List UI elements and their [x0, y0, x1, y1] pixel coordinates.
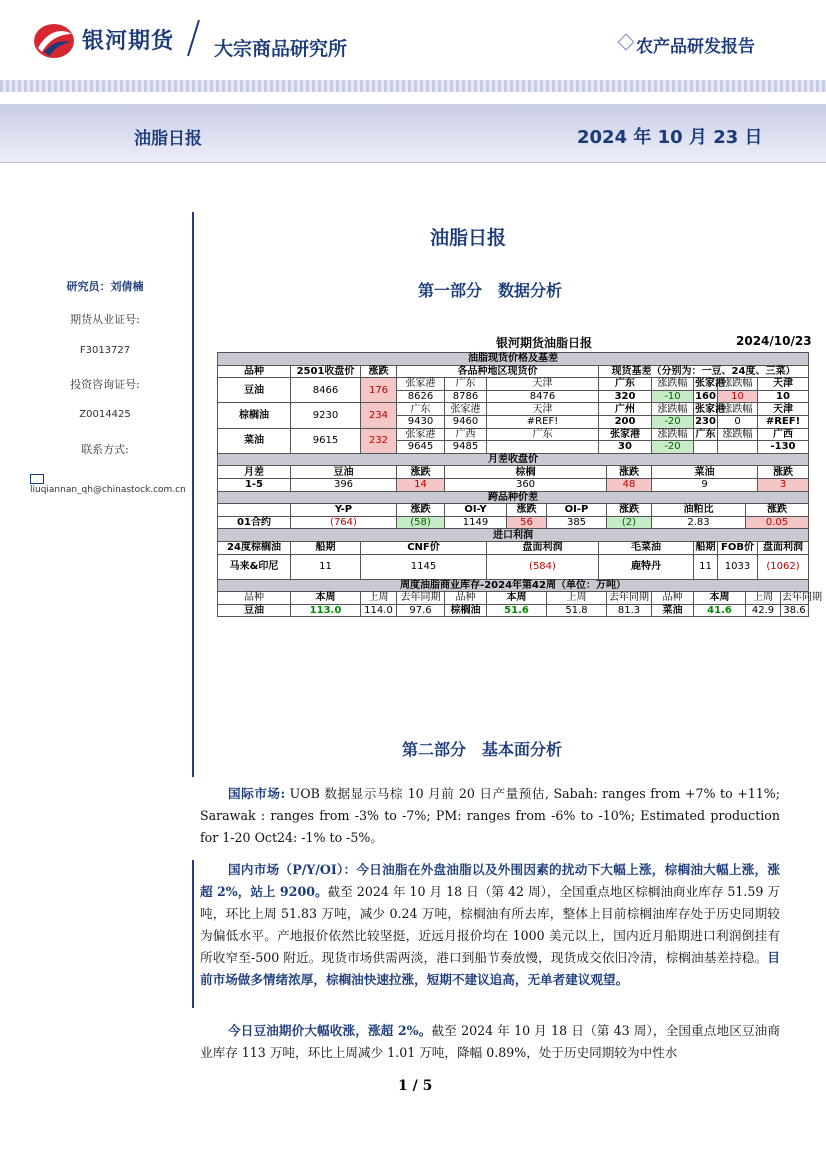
header-cell: FOB价: [718, 541, 758, 554]
import-profit: (584): [487, 554, 599, 579]
region-cell: 广东: [487, 428, 599, 441]
basis-value: [694, 441, 718, 454]
import-value: 1033: [718, 554, 758, 579]
price-cell: 8476: [487, 390, 599, 403]
email-contact[interactable]: [30, 474, 200, 495]
basis-cell: 涨跌幅: [718, 403, 758, 416]
header-stripe: [0, 80, 826, 92]
stock-variety: 棕榈油: [445, 604, 487, 617]
region-cell: 张家港: [397, 378, 445, 391]
page-number: [398, 1078, 432, 1094]
cross-value: 1149: [445, 516, 507, 529]
header-cell: 棕榈: [445, 466, 607, 479]
header-cell: 涨跌: [607, 504, 652, 517]
band-title: 油脂日报: [134, 129, 202, 149]
basis-value: -130: [758, 441, 809, 454]
header-row: [218, 541, 809, 554]
header-cell: Y-P: [291, 504, 397, 517]
stock-value: 81.3: [607, 604, 652, 617]
region-cell: 天津: [487, 378, 599, 391]
mail-icon: [30, 474, 44, 484]
section-title: 跨品种价差: [218, 491, 809, 504]
header-cell: 24度棕榈油: [218, 541, 291, 554]
import-origin: 鹿特丹: [599, 554, 694, 579]
header-cell: 油粕比: [652, 504, 746, 517]
document-title: 油脂日报: [430, 227, 507, 249]
header-cell: 菜油: [652, 466, 758, 479]
price-cell: 9460: [445, 415, 487, 428]
invest-license-label: 投资咨询证号:: [70, 378, 140, 391]
header-cell: 涨跌: [507, 504, 547, 517]
header-cell: 盘面利润: [487, 541, 599, 554]
basis-change: -10: [652, 390, 694, 403]
import-profit: (1062): [758, 554, 809, 579]
header-cell: 上周: [547, 592, 607, 605]
stock-variety: 豆油: [218, 604, 291, 617]
spread-value: 360: [445, 478, 607, 491]
spread-change: 3: [758, 478, 809, 491]
header-cell: 各品种地区现货价: [397, 365, 599, 378]
close-cell: 9615: [291, 428, 361, 453]
price-cell: 9645: [397, 441, 445, 454]
header-cell: 涨跌: [397, 504, 445, 517]
price-cell: 8786: [445, 390, 487, 403]
basis-cell: 涨跌幅: [718, 428, 758, 441]
invest-license-number: Z0014425: [79, 409, 131, 420]
header-cell: 涨跌: [758, 466, 809, 479]
header-cell: 本周: [291, 592, 361, 605]
paragraph-lead: 今日豆油期价大幅收涨，涨超 2%。: [228, 1023, 432, 1038]
header-cell: 去年同期: [607, 592, 652, 605]
price-cell: 9485: [445, 441, 487, 454]
section-row: [218, 453, 809, 466]
paragraph-conclusion: 目前市场做多情绪浓厚，棕榈油快速拉涨，短期不建议追高，无单者建议观望。: [200, 950, 780, 987]
header-cell: 船期: [695, 542, 716, 554]
cross-value: 2.83: [652, 516, 746, 529]
header-cell: 豆油: [291, 466, 397, 479]
paragraph-lead: 国内市场（P/Y/OI）：今日油脂在外盘油脂以及外围因素的扰动下大幅上涨，棕榈油大幅上涨，涨超 2%，站上 9200。: [200, 862, 780, 899]
price-cell: 9430: [397, 415, 445, 428]
paragraph-divider: [192, 860, 194, 1008]
section-row: [218, 579, 809, 592]
spread-change: 48: [607, 478, 652, 491]
basis-cell: 涨跌幅: [718, 378, 758, 391]
section-title: 周度油脂商业库存-2024年第42周（单位：万吨）: [218, 579, 809, 592]
cross-change: (58): [397, 516, 445, 529]
change-cell: 176: [361, 378, 397, 403]
oil-daily-table: [217, 352, 822, 617]
basis-value: 230: [695, 416, 716, 428]
basis-change: -20: [652, 441, 694, 454]
table-row: [218, 403, 809, 416]
company-name: 银河期货: [82, 29, 175, 54]
section-row: [218, 529, 809, 542]
diamond-icon: [618, 34, 635, 51]
section-title: 月差收盘价: [218, 453, 809, 466]
spread-change: 14: [397, 478, 445, 491]
region-cell: 广西: [445, 428, 487, 441]
header-cell: 品种: [445, 592, 487, 605]
basis-cell: 涨跌幅: [652, 403, 694, 416]
section-title: 油脂现货价格及基差: [218, 353, 809, 366]
header-cell: CNF价: [361, 541, 487, 554]
header-cell: 本周: [694, 592, 746, 605]
basis-cell: 广东: [695, 428, 716, 440]
header-cell: 品种: [218, 365, 291, 378]
paragraph-soy: [200, 1020, 780, 1064]
header-row: [218, 592, 809, 605]
paragraph-lead: 国际市场:: [228, 786, 286, 801]
basis-value: 30: [599, 441, 652, 454]
paragraph-domestic: [200, 859, 780, 991]
header-slash: [186, 18, 200, 58]
table-row: [218, 516, 809, 529]
part1-heading: 第一部分 数据分析: [418, 281, 563, 300]
header-cell: 涨跌: [397, 466, 445, 479]
header-cell: 月差: [218, 466, 291, 479]
paragraph-body: 截至 2024 年 10 月 18 日（第 43 周），全国重点地区豆油商业库存 113 万吨，环比上周减少 1.01 万吨，降幅 0.89%，处于历史同期较为中性水: [200, 1023, 780, 1060]
cross-value: 385: [547, 516, 607, 529]
table-row: [218, 478, 809, 491]
region-cell: 张家港: [445, 403, 487, 416]
basis-change: [718, 441, 758, 454]
import-value: 11: [694, 554, 718, 579]
header-cell: 涨跌: [361, 365, 397, 378]
price-cell: [487, 441, 599, 454]
header-cell: 船期: [291, 541, 361, 554]
import-origin: 马来&印尼: [218, 554, 291, 579]
stock-value: 51.8: [547, 604, 607, 617]
license-label: 期货从业证号:: [70, 313, 140, 326]
basis-change: 10: [718, 390, 758, 403]
stock-this-week: 113.0: [291, 604, 361, 617]
page-total: 5: [422, 1078, 433, 1094]
basis-value: #REF!: [758, 415, 809, 428]
institute-name: 大宗商品研究所: [214, 38, 348, 60]
basis-cell: 张家港: [695, 403, 725, 415]
change-cell: 232: [361, 428, 397, 453]
basis-cell: 广东: [599, 378, 652, 391]
header-cell: 2501收盘价: [291, 365, 361, 378]
cross-change: (2): [607, 516, 652, 529]
basis-value: 200: [599, 415, 652, 428]
stock-this-week: 41.6: [694, 604, 746, 617]
price-cell: 8626: [397, 390, 445, 403]
basis-change: 0: [718, 415, 758, 428]
region-cell: 广东: [445, 378, 487, 391]
part2-heading: 第二部分 基本面分析: [402, 740, 563, 759]
table-row: [218, 604, 809, 617]
basis-cell: 天津: [758, 378, 809, 391]
spread-label: 1-5: [218, 478, 291, 491]
stock-value: 114.0: [361, 604, 397, 617]
cross-change: 0.05: [746, 516, 809, 529]
variety-cell: 豆油: [218, 378, 291, 403]
band-date: 2024 年 10 月 23 日: [577, 127, 763, 148]
region-cell: 广东: [397, 403, 445, 416]
region-cell: 天津: [487, 403, 599, 416]
header-cell: 上周: [361, 592, 397, 605]
basis-cell: 涨跌幅: [652, 378, 694, 391]
contact-label: 联系方式:: [81, 443, 129, 456]
header-cell: 品种: [218, 592, 291, 605]
close-cell: 9230: [291, 403, 361, 428]
stock-variety: 菜油: [652, 604, 694, 617]
paragraph-body: 截至 2024 年 10 月 18 日（第 42 周），全国重点地区棕榈油商业库存 51.59 万吨，环比上周 51.83 万吨，减少 0.24 万吨，棕榈油有所去库，整体上目前棕榈油库存处于历史同期较为偏低水平。产地报价依然比较坚挺，近远月报价均在 1000 美元以上，国内近月船期进口利润倒挂有所收窄至-500 附近。现货市场供需两淡，港口到船节奏放慢，现货成交依旧冷清，棕榈油基差持稳。: [200, 884, 780, 965]
close-cell: 8466: [291, 378, 361, 403]
header-cell: 毛菜油: [599, 541, 694, 554]
stock-this-week: 51.6: [487, 604, 547, 617]
email-text: liuqiannan_qh@chinastock.com.cn: [30, 484, 186, 495]
header-cell: OI-P: [547, 504, 607, 517]
import-value: 1145: [361, 554, 487, 579]
header-cell: 现货基差（分别为：一豆、24度、三菜）: [599, 365, 809, 378]
section-title: 进口利润: [218, 529, 809, 542]
header-cell: [218, 504, 291, 517]
header-cell: 上周: [746, 592, 781, 605]
header-row: [218, 504, 809, 517]
table-title: 银河期货油脂日报: [496, 336, 593, 350]
basis-cell: 天津: [758, 403, 809, 416]
page-current: 1: [398, 1078, 408, 1094]
header-cell: 品种: [652, 592, 694, 605]
header-cell: 去年同期: [782, 592, 822, 604]
license-number: F3013727: [79, 345, 131, 356]
researcher-name: 研究员：刘倩楠: [66, 280, 144, 293]
header-row: [218, 365, 809, 378]
basis-value: 320: [599, 390, 652, 403]
table-row: [218, 378, 809, 391]
variety-cell: 棕榈油: [218, 403, 291, 428]
table-row: [218, 428, 809, 441]
table-date: 2024/10/23: [736, 334, 812, 348]
stock-value: 97.6: [397, 604, 445, 617]
basis-value: 10: [758, 390, 809, 403]
change-cell: 234: [361, 403, 397, 428]
header-cell: 去年同期: [397, 592, 445, 605]
basis-cell: 广西: [758, 428, 809, 441]
cross-change: 56: [507, 516, 547, 529]
region-cell: 张家港: [397, 428, 445, 441]
variety-cell: 菜油: [218, 428, 291, 453]
header-cell: 本周: [487, 592, 547, 605]
galaxy-logo-icon: [32, 22, 76, 60]
header-row: [218, 466, 809, 479]
basis-change: -20: [652, 415, 694, 428]
import-value: 11: [291, 554, 361, 579]
spread-value: 396: [291, 478, 397, 491]
basis-cell: 涨跌幅: [652, 428, 694, 441]
basis-value: 160: [695, 391, 716, 403]
basis-cell: 张家港: [695, 378, 725, 390]
paragraph-body: UOB 数据显示马棕 10 月前 20 日产量预估, Sabah: ranges from +7% to +11%; Sarawak : ranges from -3% to -7%; PM: ranges from -6% to -10%; Estimated production for 1-20 Oct24: -1% to -5%。: [200, 786, 780, 845]
basis-cell: 广州: [599, 403, 652, 416]
page-sep: /: [407, 1078, 423, 1094]
cross-label: 01合约: [218, 516, 291, 529]
header-cell: 涨跌: [607, 466, 652, 479]
sidebar-divider: [192, 212, 194, 777]
header-cell: OI-Y: [445, 504, 507, 517]
paragraph-international: [200, 783, 780, 849]
price-cell: #REF!: [487, 415, 599, 428]
section-row: [218, 353, 809, 366]
stock-value: 42.9: [746, 604, 781, 617]
cross-value: (764): [291, 516, 397, 529]
header-cell: 盘面利润: [758, 541, 809, 554]
header-cell: 涨跌: [746, 504, 809, 517]
spread-value: 9: [652, 478, 758, 491]
basis-cell: 张家港: [599, 428, 652, 441]
stock-value: 38.6: [781, 604, 809, 617]
section-row: [218, 491, 809, 504]
report-type: 农产品研发报告: [636, 37, 755, 57]
table-row: [218, 554, 809, 579]
